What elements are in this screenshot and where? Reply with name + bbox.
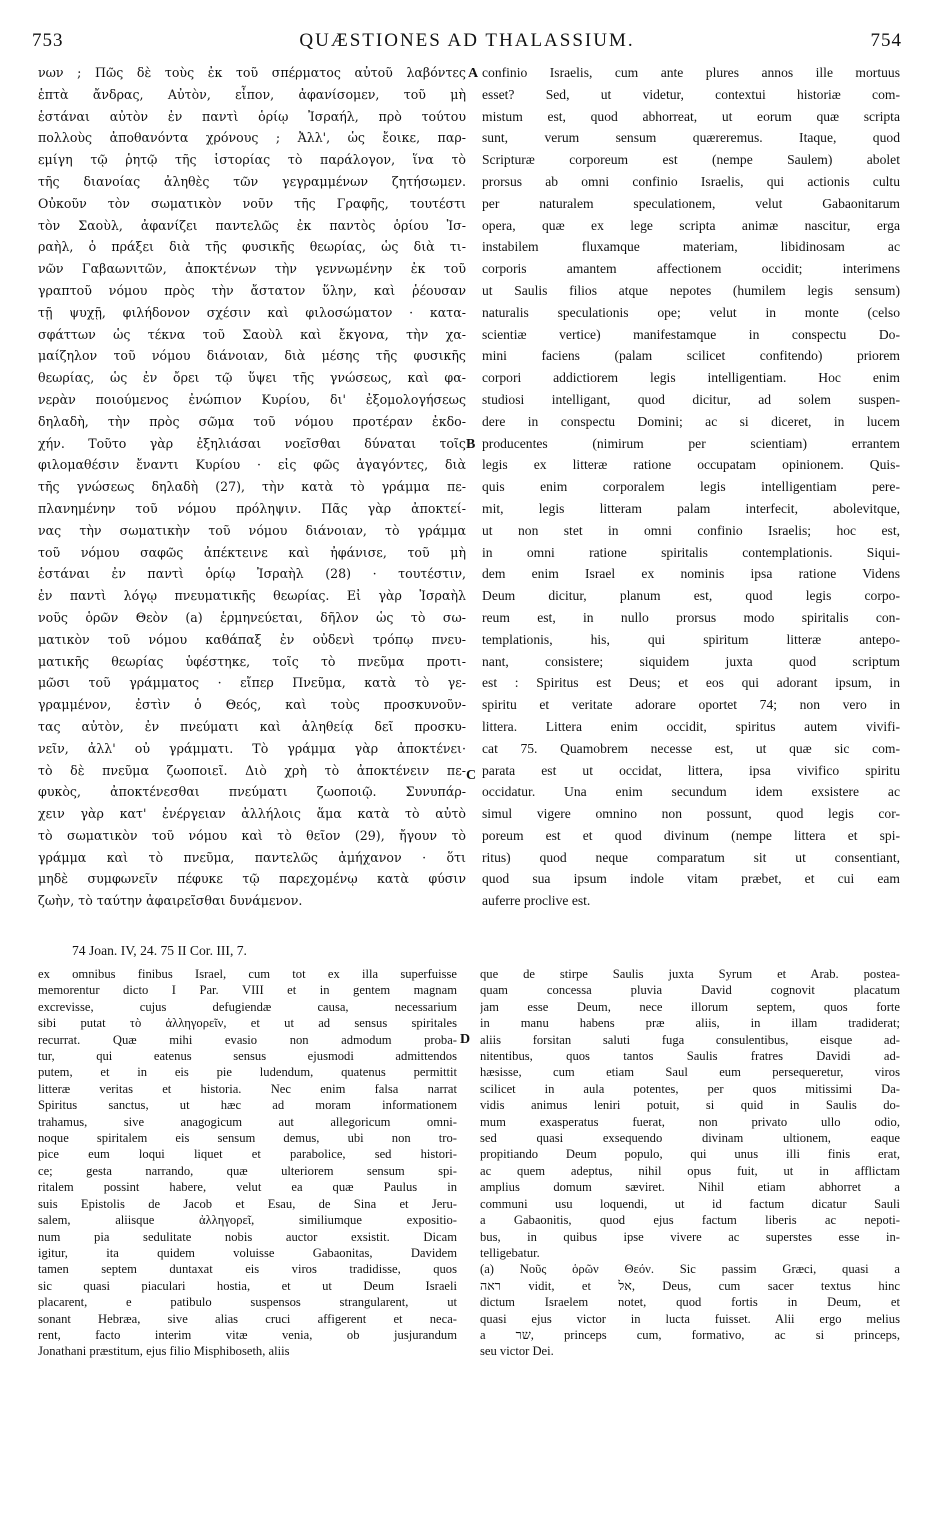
greek-text-line: τῆς γνώσεως δηλαδὴ (27), τὴν κατὰ τὸ γράμμα πε-: [38, 479, 466, 495]
scholia-left-line: igitur, ita quidem voluisse Gabaonitas, Davidem: [38, 1245, 457, 1260]
latin-text-line: legis ex litteræ ratione occupatam opinionem. Quis-: [482, 457, 900, 473]
scholia-right-line: ראה vidit, et אל, Deus, cum sacer textus hinc: [480, 1278, 900, 1293]
scholia-right-line: sed quasi exsequendo divinam ultionem, eaque: [480, 1131, 900, 1146]
latin-text-line: quis enim corporalem legis intelligentiam pere-: [482, 479, 900, 495]
latin-text-line: poreum est et quod divinum (nempe littera et spi-: [482, 827, 900, 843]
scholia-left-line: sibi putat τὸ ἀλληγορεῖν, et ut ad sensus spiritales: [38, 1016, 457, 1031]
latin-text-line: parata est ut occidat, littera, ipsa vivifico spiritu: [482, 762, 900, 778]
scholia-right-column: [480, 966, 900, 1360]
scholia-right-line: in manu habens præ aliis, in illam tradiderat;: [480, 1016, 900, 1031]
latin-text-line: spiritu et veritate adorare oportet 74; non vero in: [482, 697, 900, 713]
scholia-right-line: propitiando Deum populo, qui unus illi finis erat,: [480, 1147, 900, 1162]
scholia-left-line: recurrat. Quæ mihi evasio non admodum proba-: [38, 1032, 457, 1047]
scholia-left-line: litteræ veritas et historia. Nec enim falsa narrat: [38, 1081, 457, 1096]
latin-text-line: Scripturæ corporeum est (nempe Saulem) abolet: [482, 152, 900, 168]
greek-text-line: νεῖν, ἀλλ' οὐ γράμματι. Τὸ γράμμα γὰρ ἀποκτένει·: [38, 740, 466, 756]
running-title: QUÆSTIONES AD THALASSIUM.: [299, 30, 635, 51]
scholia-left-line: Jonathani præstitum, ejus filio Misphiboseth, aliis: [38, 1344, 290, 1359]
scholia-left-line: suis Epistolis de Jacob et Esau, de Sina et Jeru-: [38, 1196, 457, 1211]
greek-text-line: νας τὴν σωματικὴν τοῦ νόμου διάνοιαν, τὸ γράμμα: [38, 522, 466, 538]
latin-text-line: studiosi intelligant, quod dicitur, ad solem suspen-: [482, 391, 900, 407]
greek-text-line: ματικὸν τοῦ νόμου καθάπαξ ἐν οὐδενὶ τρόπῳ πνευ-: [38, 631, 466, 647]
greek-text-line: μῶσι τοῦ γράμματος · εἴπερ Πνεῦμα, κατὰ τὸ γε-: [38, 675, 466, 691]
scholia-right-line: bus, in quibus ipse vivere ac superstes esse in-: [480, 1229, 900, 1244]
greek-text-line: χειν γὰρ κατ' ἐνέργειαν ἀλλήλοις ἅμα κατὰ τὸ αὐτὸ: [38, 806, 466, 822]
margin-letter-b: B: [466, 437, 476, 452]
margin-letter-d: D: [460, 1032, 471, 1047]
scholia-left-line: num pia sedulitate nobis auctor exsistit. Dicam: [38, 1229, 457, 1244]
scholia-left-line: trahamus, sive anagogicum aut allegoricum omni-: [38, 1114, 457, 1129]
latin-text-line: nant, consistere; siquidem juxta quod scriptum: [482, 653, 900, 669]
greek-text-line: φυκὸς, ἀποκτένεσθαι πνεύματι ζωοποιῷ. Συνυπάρ-: [38, 784, 466, 800]
greek-text-line: γράμμα καὶ τὸ πνεῦμα, παντελῶς ἀμήχανον · ὅτι: [38, 849, 466, 865]
running-header: [32, 30, 902, 56]
scholia-right-line: aliis forsitan saluti fuga consulentibus, eisque ad-: [480, 1032, 900, 1047]
greek-text-line: ματικῆς θεωρίας ὑφέστηκε, τοῖς τὸ πνεῦμα προτι-: [38, 653, 466, 669]
greek-text-line: φιλομαθέσιν ἔναντι Κυρίου · εἰς φῶς ἀγαγόντες, διὰ: [38, 457, 466, 473]
latin-text-line: instabilem fluxamque materiam, libidinosam ac: [482, 239, 900, 255]
scholia-right-line: vidis animus leniri potuit, si quid in Saulis do-: [480, 1098, 900, 1113]
scholia-right-line: dictum Israelem notet, quod fortis in Deum, et: [480, 1295, 900, 1310]
latin-text-line: scientiæ vertice) manifestamque in conspectu Do-: [482, 326, 900, 342]
latin-text-line: prorsus ab omni confinio Israelis, qui actionis cultu: [482, 173, 900, 189]
scholia-left-line: excrevisse, cujus defugiendæ causa, necessarium: [38, 999, 457, 1014]
margin-letter-a: A: [468, 66, 479, 81]
scholia-right-line: amplius domum sæviret. Nihil etiam abhorret a: [480, 1180, 900, 1195]
greek-text-line: νοῦς ὁρῶν Θεὸν (a) ἑρμηνεύεται, δῆλον ὡς τὸ σω-: [38, 609, 466, 625]
greek-text-line: πλανημένην τοῦ νόμου πρόληψιν. Πᾶς γὰρ ἀποκτεί-: [38, 500, 466, 516]
latin-text-line: ut Saulis filios atque nepotes (humilem legis sensum): [482, 282, 900, 298]
latin-text-line: auferre proclive est.: [482, 893, 591, 909]
scholia-right-line: hæsisse, cum etiam Saul eum persequeretur, viros: [480, 1065, 900, 1080]
scholia-left-line: memorentur dicto I Par. VIII et in gentem magnam: [38, 983, 457, 998]
latin-text-line: reum est, in nullo prorsus modo spiritalis con-: [482, 609, 900, 625]
greek-text-line: τὸ σωματικὸν τοῦ νόμου καὶ τὸ θεῖον (29), ἤγουν τὸ: [38, 827, 466, 843]
greek-text-line: σφάττων ὡς τέκνα τοῦ Σαοὺλ καὶ ἔκγονα, τὴν χα-: [38, 326, 466, 342]
latin-text-line: est : Spiritus est Deus; et eos qui adorant ipsum, in: [482, 675, 900, 691]
greek-text-line: ραὴλ, ὁ πράξει διὰ τῆς φυσικῆς θεωρίας, ὡς διὰ τι-: [38, 239, 466, 255]
latin-text-line: corporis amantem affectionem occidit; interimens: [482, 261, 900, 277]
latin-text-line: mit, legis litteram palam interfecit, abolevitque,: [482, 500, 900, 516]
scholia-left-column: [38, 966, 457, 1360]
latin-text-line: dem enim Israel ex nominis ipsa ratione Videns: [482, 566, 900, 582]
scholia-right-line: (a) Νοῦς ὁρῶν Θεόν. Sic passim Græci, quasi a: [480, 1262, 900, 1277]
latin-text-line: littera. Littera enim occidit, spiritus autem vivifi-: [482, 718, 900, 734]
greek-text-line: γραμμένον, ἐστὶν ὁ Θεός, καὶ τοὺς προσκυνοῦν-: [38, 697, 466, 713]
latin-text-line: simul vigere omnino non possunt, quod legis cor-: [482, 806, 900, 822]
greek-text-line: νῶν Γαβαωνιτῶν, ἀποκτένων τὴν γεννωμένην ἐκ τοῦ: [38, 261, 466, 277]
greek-text-line: νων ; Πῶς δὲ τοὺς ἐκ τοῦ σπέρματος αὐτοῦ λαβόντες: [38, 65, 466, 80]
latin-text-column: [482, 62, 900, 912]
scholia-right-line: que de stirpe Saulis juxta Syrum et Arab. postea-: [480, 967, 900, 981]
scholia-right-line: a Gabaonitis, quod ejus factum liberis ac nepoti-: [480, 1213, 900, 1228]
latin-text-line: naturalis speculationis ope; velut in monte (celso: [482, 304, 900, 320]
scholia-left-line: putem, et in eis pie ludendum, quatenus permittit: [38, 1065, 457, 1080]
scholia-left-line: sonant Hebræa, sive alias cruci affigerent et neca-: [38, 1311, 457, 1326]
greek-text-line: Οὐκοῦν τὸν σωματικὸν νοῦν τῆς Γραφῆς, τουτέστι: [38, 195, 466, 211]
scholia-left-line: pice eum loqui liquet et parabolice, sed histori-: [38, 1147, 457, 1162]
latin-text-line: quod sua ipsum indole vitam præbet, et cui eam: [482, 871, 900, 887]
scholia-right-line: quam concessa pluvia David cognovit placatum: [480, 983, 900, 998]
greek-text-line: τας αὐτὸν, ἐν πνεύματι καὶ ἀληθείᾳ δεῖ προσκυ-: [38, 718, 466, 734]
latin-text-line: occidatur. Una enim secundum idem exsistere ac: [482, 784, 900, 800]
scholia-right-line: communi usu loquendi, ut id factum dicatur Sauli: [480, 1196, 900, 1211]
latin-text-line: mini faciens (palam scilicet confitendo) priorem: [482, 348, 900, 364]
latin-text-line: in omni ratione spiritalis contemplationis. Siqui-: [482, 544, 900, 560]
greek-text-line: νερὰν ποιούμενος ἐνώπιον Κυρίου, δι' ἐξομολογήσεως: [38, 391, 466, 407]
page-number-left: 753: [32, 30, 64, 51]
greek-text-line: ζωὴν, τὸ ταύτην ἀφαιρεῖσθαι δυνάμενον.: [38, 893, 303, 909]
greek-text-line: ἑπτὰ ἄνδρας, Αὐτὸν, εἶπον, ἀφανίσομεν, τοῦ μὴ: [38, 86, 466, 102]
latin-text-line: corpori addictiorem legis intelligentiam. Hoc enim: [482, 370, 900, 386]
greek-text-line: χήν. Τοῦτο γὰρ ἐξηλιάσαι νοεῖσθαι δύναται τοῖς: [38, 435, 466, 451]
scholia-left-line: tur, qui eatenus sensus ejusmodi admittendos: [38, 1049, 457, 1064]
latin-text-line: templationis, his, qui spiritum litteræ antepo-: [482, 631, 900, 647]
scholia-right-line: a שר, princeps cum, formativo, ac si princeps,: [480, 1327, 900, 1342]
scholia-left-line: salem, aliisque ἀλληγορεῖ, similiumque expositio-: [38, 1213, 457, 1228]
margin-letter-c: C: [466, 768, 477, 783]
greek-text-line: τὸ δὲ πνεῦμα ζωοποιεῖ. Διὸ χρὴ τὸ ἀποκτένειν πε-: [38, 762, 466, 778]
scholia-left-line: ritalem possint habere, velut ea quæ Paulus in: [38, 1180, 457, 1195]
scholia-right-line: ac quem adeptus, nihil opus fuit, ut in afflictam: [480, 1163, 900, 1178]
greek-text-line: μαίζηλον τοῦ νόμου διάνοιαν, διὰ μέσης τῆς φυσικῆς: [38, 348, 466, 364]
latin-text-line: producentes (nimirum per scientiam) errantem: [482, 435, 900, 451]
latin-text-line: ut non stet in omni confinio Israelis; hoc est,: [482, 522, 900, 538]
latin-text-line: esset? Sed, ut videtur, contextui historiæ com-: [482, 86, 900, 102]
greek-text-line: ἐν παντὶ λόγῳ πνευματικῆς θεωρίας. Εἰ γὰρ Ἰσραὴλ: [38, 588, 466, 604]
greek-text-line: τὸν Σαοὺλ, ἀφανίζει παντελῶς ἐκ παντὸς ὁρίου Ἰσ-: [38, 217, 466, 233]
greek-text-line: ἑστάναι αὐτὸν ἐν παντὶ ὁρίῳ Ἰσραήλ, πρὸ τούτου: [38, 108, 466, 124]
scholia-left-line: noque spiritalem eis sensum demus, ubi non tro-: [38, 1131, 457, 1146]
scholia-left-line: Spiritus sanctus, ut hæc ad moram informationem: [38, 1098, 457, 1113]
greek-text-line: τῆς διανοίας ἀληθὲς τῶν γεγραμμένων ζητήσωμεν.: [38, 173, 466, 189]
latin-text-line: confinio Israelis, cum ante plures annos ille mortuus: [482, 65, 900, 80]
latin-text-line: cat 75. Quamobrem necesse est, ut quæ sic com-: [482, 740, 900, 756]
greek-text-line: μηδὲ συμφωνεῖν πέφυκε τῷ παρεχομένῳ κατὰ φύσιν: [38, 871, 466, 887]
greek-text-line: τοῦ νόμου σαφῶς ἀπέκτεινε καὶ ἠφάνισε, τοῦ μὴ: [38, 544, 466, 560]
latin-text-line: sunt, verum sensum quæreremus. Itaque, quod: [482, 130, 900, 146]
scholia-right-line: mum exasperatus fuerat, non privato ullo odio,: [480, 1114, 900, 1129]
page-number-right: 754: [870, 30, 902, 51]
greek-text-column: [38, 62, 466, 912]
scholia-right-line: scilicet in aula potentes, per quos mitissimi Da-: [480, 1081, 900, 1096]
footnote-references: 74 Joan. IV, 24. 75 II Cor. III, 7.: [72, 943, 247, 958]
greek-text-line: τῇ ψυχῇ, φιλήδονον σχέσιν καὶ φιλοσώματον · κατα-: [38, 304, 466, 320]
latin-text-line: dere in conspectu Domini; ac si diceret, in lucem: [482, 413, 900, 429]
latin-text-line: opera, quæ ex lege scripta animæ nascitur, erga: [482, 217, 900, 233]
latin-text-line: per naturalem speculationem, velut Gabaonitarum: [482, 195, 900, 211]
latin-text-line: mistum est, quod abhorreat, ut eorum quæ scripta: [482, 108, 900, 124]
latin-text-line: ritus) quod neque comparatum sit ut consentiant,: [482, 849, 900, 865]
scholia-left-line: rent, facto interim vitæ venia, ob jusjurandum: [38, 1327, 457, 1342]
scholia-right-line: quasi ejus victor in lucta fuisset. Alii ergo melius: [480, 1311, 900, 1326]
greek-text-line: γραπτοῦ νόμου πρὸς τὴν ἄστατον ὕλην, καὶ ῥέουσαν: [38, 282, 466, 298]
greek-text-line: πολλοὺς ἀποθανόντα χρόνους ; Ἀλλ', ὡς ἔοικε, παρ-: [38, 130, 466, 146]
scholia-left-line: tamen septem duntaxat eis viros tradidisse, quos: [38, 1262, 457, 1277]
scholia-left-line: placarent, e patibulo suspensos strangularent, ut: [38, 1295, 457, 1310]
greek-text-line: δηλαδὴ, τὴν πρὸς σῶμα τοῦ νόμου προτέραν ἐκδο-: [38, 413, 466, 429]
latin-text-line: Deum dicitur, planum est, quod legis corpo-: [482, 588, 900, 604]
scholia-right-line: nitentibus, quos tantos Saulis fratres Davidi ad-: [480, 1049, 900, 1064]
greek-text-line: θεωρίας, ὡς ἐν ὄρει τῷ ὕψει τῆς γνώσεως, καὶ φα-: [38, 370, 466, 386]
scholia-left-line: sic quasi piaculari hostia, et ut Deum Israeli: [38, 1278, 457, 1293]
greek-text-line: ἑστάναι ἐν παντὶ ὁρίῳ Ἰσραὴλ (28) · τουτέστιν,: [38, 566, 466, 582]
greek-text-line: εμίγη τῷ ῥητῷ τῆς ἱστορίας τὸ παράλογον, ἵνα τὸ: [38, 152, 466, 168]
scholia-left-line: ex omnibus finibus Israel, cum tot ex illa superfuisse: [38, 967, 457, 981]
scholia-right-line: jam esse Deum, nece illorum septem, quos forte: [480, 999, 900, 1014]
scholia-right-line: seu victor Dei.: [480, 1344, 554, 1359]
scholia-right-line: telligebatur.: [480, 1245, 540, 1260]
scholia-left-line: ce; gesta narrando, quæ ulteriorem sensum spi-: [38, 1163, 457, 1178]
